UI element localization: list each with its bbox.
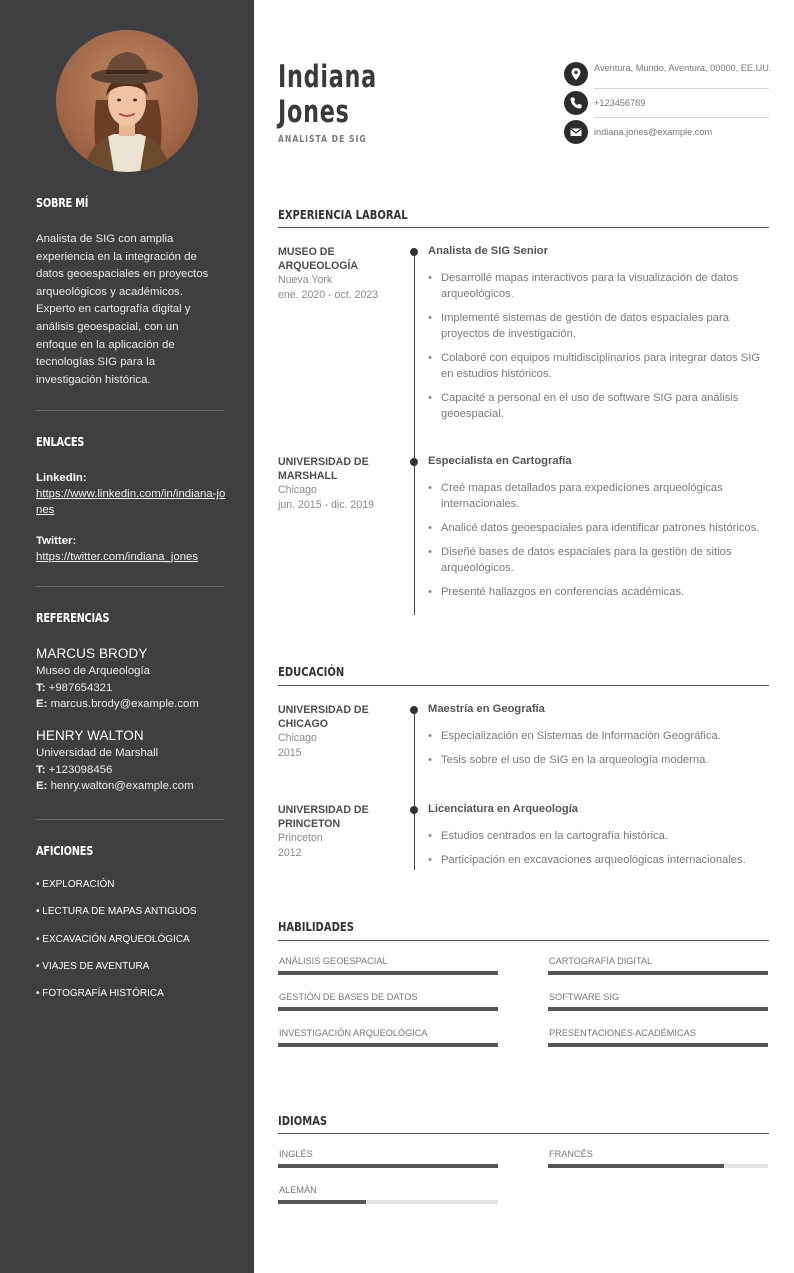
phone-label: T: — [36, 764, 46, 776]
contact-divider — [594, 88, 769, 89]
bullet-item: • Diseñé bases de datos espaciales para la gestión de sitios arqueológicos. — [428, 544, 763, 576]
about-heading: SOBRE MÍ — [36, 196, 89, 210]
experience-org — [278, 455, 398, 513]
job-bullets — [428, 270, 763, 430]
job-role: ANALISTA DE SIG — [278, 134, 367, 145]
timeline-dot — [410, 806, 418, 814]
skills-heading: HABILIDADES — [278, 919, 354, 934]
job-bullets — [428, 480, 763, 608]
email-value: henry.walton@example.com — [50, 780, 194, 792]
phone-value: +987654321 — [48, 682, 113, 694]
skill-item — [548, 956, 768, 975]
skill-bar-fill — [548, 1007, 768, 1011]
language-bar-fill — [278, 1164, 498, 1168]
hobby-item: • LECTURA DE MAPAS ANTIGUOS — [36, 906, 197, 917]
skill-item — [278, 992, 498, 1011]
degree-bullets — [428, 828, 763, 876]
mail-icon — [564, 120, 588, 144]
skill-item — [548, 992, 768, 1011]
bullet-item: • Especialización en Sistemas de Información Geográfica. — [428, 728, 763, 744]
skill-item — [278, 956, 498, 975]
skill-label: SOFTWARE SIG — [549, 992, 620, 1002]
degree-title: Licenciatura en Arqueología — [428, 803, 579, 815]
skill-label: INVESTIGACIÓN ARQUEOLÓGICA — [279, 1028, 428, 1038]
section-divider — [278, 1133, 769, 1134]
reference-phone — [36, 680, 236, 696]
email-value: marcus.brody@example.com — [50, 698, 199, 710]
email-text: indiana.jones@example.com — [594, 127, 713, 137]
education-org — [278, 703, 398, 761]
bullet-item: • Presenté hallazgos en conferencias académicas. — [428, 584, 763, 600]
hobbies-heading: AFICIONES — [36, 844, 94, 858]
hobby-item: • VIAJES DE AVENTURA — [36, 961, 150, 972]
timeline-dot — [410, 248, 418, 256]
languages-heading: IDIOMAS — [278, 1113, 328, 1128]
org-name: UNIVERSIDAD DE PRINCETON — [278, 804, 369, 830]
org-year: 2012 — [278, 847, 302, 859]
bullet-item: • Estudios centrados en la cartografía histórica. — [428, 828, 763, 844]
bullet-item: • Analicé datos geoespaciales para identificar patrones históricos. — [428, 520, 763, 536]
hobby-item: • FOTOGRAFÍA HISTÓRICA — [36, 988, 164, 999]
language-bar — [278, 1200, 498, 1204]
twitter-link[interactable]: https://twitter.com/indiana_jones — [36, 551, 199, 563]
language-bar — [548, 1164, 768, 1168]
skill-bar-fill — [278, 1043, 498, 1047]
sidebar-divider — [36, 586, 224, 587]
sidebar-divider — [36, 819, 224, 820]
sidebar-divider — [36, 410, 224, 411]
reference-name: HENRY WALTON — [36, 728, 144, 743]
reference-org: Universidad de Marshall — [36, 747, 159, 759]
address-text: Aventura, Mundo, Aventura, 00000, EE.UU. — [594, 63, 772, 73]
avatar — [56, 30, 198, 172]
skill-item — [278, 1028, 498, 1047]
reference-name: MARCUS BRODY — [36, 646, 148, 661]
education-heading: EDUCACIÓN — [278, 664, 345, 679]
org-location: Princeton — [278, 832, 323, 844]
skill-label: CARTOGRAFÍA DIGITAL — [549, 956, 653, 966]
linkedin-link-block — [36, 470, 226, 518]
linkedin-link[interactable]: https://www.linkedin.com/in/indiana-jones — [36, 488, 226, 516]
org-name: MUSEO DE ARQUEOLOGÍA — [278, 246, 359, 272]
reference-item — [36, 727, 236, 794]
skill-bar-fill — [278, 971, 498, 975]
email-label: E: — [36, 780, 48, 792]
phone-value: +123098456 — [48, 764, 113, 776]
reference-org: Museo de Arqueología — [36, 665, 150, 677]
org-location: Chicago — [278, 484, 317, 496]
org-year: 2015 — [278, 747, 302, 759]
reference-email — [36, 778, 236, 794]
timeline-line — [414, 710, 415, 870]
job-title: Analista de SIG Senior — [428, 245, 548, 257]
about-text: Analista de SIG con amplia experiencia en la integración de datos geoespaciales en proyectos arqueológicos y académicos. Experto en cartografía digital y análisis geoespacial, con un enfoque en la aplicación de tecnologías SIG para la investigación histórica. — [36, 233, 209, 386]
timeline-dot — [410, 458, 418, 466]
skill-bar — [548, 1043, 768, 1047]
links-heading: ENLACES — [36, 435, 85, 449]
timeline-line — [414, 252, 415, 615]
language-bar-fill — [278, 1200, 366, 1204]
experience-heading: EXPERIENCIA LABORAL — [278, 207, 408, 222]
timeline-dot — [410, 706, 418, 714]
org-location: Chicago — [278, 732, 317, 744]
references-heading: REFERENCIAS — [36, 611, 110, 625]
job-title: Especialista en Cartografía — [428, 455, 572, 467]
hobby-item: • EXCAVACIÓN ARQUEOLÓGICA — [36, 934, 190, 945]
contact-divider — [594, 117, 769, 118]
language-label: FRANCÉS — [549, 1149, 593, 1159]
hobby-item: • EXPLORACIÓN — [36, 879, 115, 890]
org-location: Nueva York — [278, 274, 333, 286]
org-dates: jun. 2015 - dic. 2019 — [278, 499, 375, 511]
skill-label: GESTIÓN DE BASES DE DATOS — [279, 992, 418, 1002]
section-divider — [278, 227, 769, 228]
location-pin-icon — [564, 62, 588, 86]
bullet-item: • Colaboré con equipos multidisciplinarios para integrar datos SIG en estudios históricos. — [428, 350, 763, 382]
reference-email — [36, 696, 236, 712]
first-name: Indiana — [278, 59, 377, 95]
degree-title: Maestría en Geografía — [428, 703, 545, 715]
skill-bar — [278, 1007, 498, 1011]
section-divider — [278, 685, 769, 686]
sidebar — [0, 0, 254, 1273]
bullet-item: • Capacité a personal en el uso de software SIG para análisis geoespacial. — [428, 390, 763, 422]
skill-bar — [278, 971, 498, 975]
experience-org — [278, 245, 398, 303]
linkedin-label: LinkedIn: — [36, 472, 87, 484]
twitter-link-block — [36, 533, 226, 565]
language-item — [278, 1185, 498, 1204]
skill-bar — [548, 971, 768, 975]
skill-bar — [548, 1007, 768, 1011]
skill-bar — [278, 1043, 498, 1047]
section-divider — [278, 940, 769, 941]
org-dates: ene. 2020 - oct. 2023 — [278, 289, 379, 301]
language-item — [278, 1149, 498, 1168]
skill-bar-fill — [278, 1007, 498, 1011]
language-label: INGLÉS — [279, 1149, 313, 1159]
org-name: UNIVERSIDAD DE MARSHALL — [278, 456, 369, 482]
org-name: UNIVERSIDAD DE CHICAGO — [278, 704, 369, 730]
bullet-item: • Tesis sobre el uso de SIG en la arqueología moderna. — [428, 752, 763, 768]
twitter-label: Twitter: — [36, 535, 77, 547]
bullet-item: • Participación en excavaciones arqueológicas internacionales. — [428, 852, 763, 868]
last-name: Jones — [278, 94, 350, 130]
phone-text: +123456789 — [594, 98, 646, 108]
education-org — [278, 803, 398, 861]
skill-label: ANÁLISIS GEOESPACIAL — [279, 956, 388, 966]
reference-phone — [36, 762, 236, 778]
language-bar-fill — [548, 1164, 724, 1168]
email-label: E: — [36, 698, 48, 710]
reference-item — [36, 645, 236, 712]
language-label: ALEMÁN — [279, 1185, 317, 1195]
phone-icon — [564, 91, 588, 115]
bullet-item: • Desarrollé mapas interactivos para la visualización de datos arqueológicos. — [428, 270, 763, 302]
bullet-item: • Implementé sistemas de gestión de datos espaciales para proyectos de investigación. — [428, 310, 763, 342]
skill-bar-fill — [548, 1043, 768, 1047]
language-item — [548, 1149, 768, 1168]
bullet-item: • Creé mapas detallados para expediciones arqueológicas internacionales. — [428, 480, 763, 512]
skill-item — [548, 1028, 768, 1047]
language-bar — [278, 1164, 498, 1168]
phone-label: T: — [36, 682, 46, 694]
skill-bar-fill — [548, 971, 768, 975]
degree-bullets — [428, 728, 763, 776]
skill-label: PRESENTACIONES ACADÉMICAS — [549, 1028, 696, 1038]
